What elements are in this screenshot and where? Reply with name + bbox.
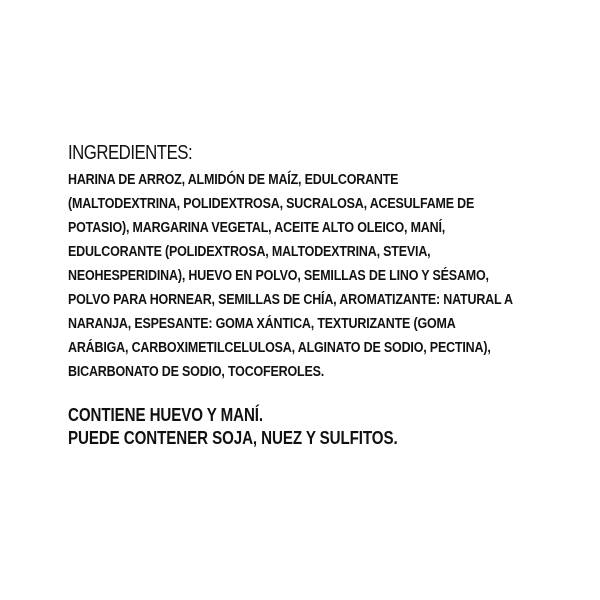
allergen-contains: CONTIENE HUEVO Y MANÍ.: [68, 405, 264, 425]
ingredient-line: EDULCORANTE (POLIDEXTROSA, MALTODEXTRINA, STEVIA,: [68, 244, 431, 260]
ingredient-line: BICARBONATO DE SODIO, TOCOFEROLES.: [68, 364, 325, 380]
ingredient-line: POTASIO), MARGARINA VEGETAL, ACEITE ALTO OLEICO, MANÍ,: [68, 220, 446, 236]
ingredient-line: POLVO PARA HORNEAR, SEMILLAS DE CHÍA, AROMATIZANTE: NATURAL A: [68, 292, 513, 308]
allergen-statement: [68, 404, 538, 450]
ingredient-line: (MALTODEXTRINA, POLIDEXTROSA, SUCRALOSA, ACESULFAME DE: [68, 196, 475, 212]
ingredient-line: HARINA DE ARROZ, ALMIDÓN DE MAÍZ, EDULCORANTE: [68, 172, 399, 188]
ingredients-heading: INGREDIENTES:: [68, 142, 193, 164]
allergen-may-contain: PUEDE CONTENER SOJA, NUEZ Y SULFITOS.: [68, 428, 398, 448]
ingredient-line: ARÁBIGA, CARBOXIMETILCELULOSA, ALGINATO DE SODIO, PECTINA),: [68, 340, 491, 356]
ingredients-list: [68, 168, 538, 384]
ingredient-line: NEOHESPERIDINA), HUEVO EN POLVO, SEMILLAS DE LINO Y SÉSAMO,: [68, 268, 489, 284]
ingredient-line: NARANJA, ESPESANTE: GOMA XÁNTICA, TEXTURIZANTE (GOMA: [68, 316, 456, 332]
ingredients-label: [68, 140, 538, 450]
